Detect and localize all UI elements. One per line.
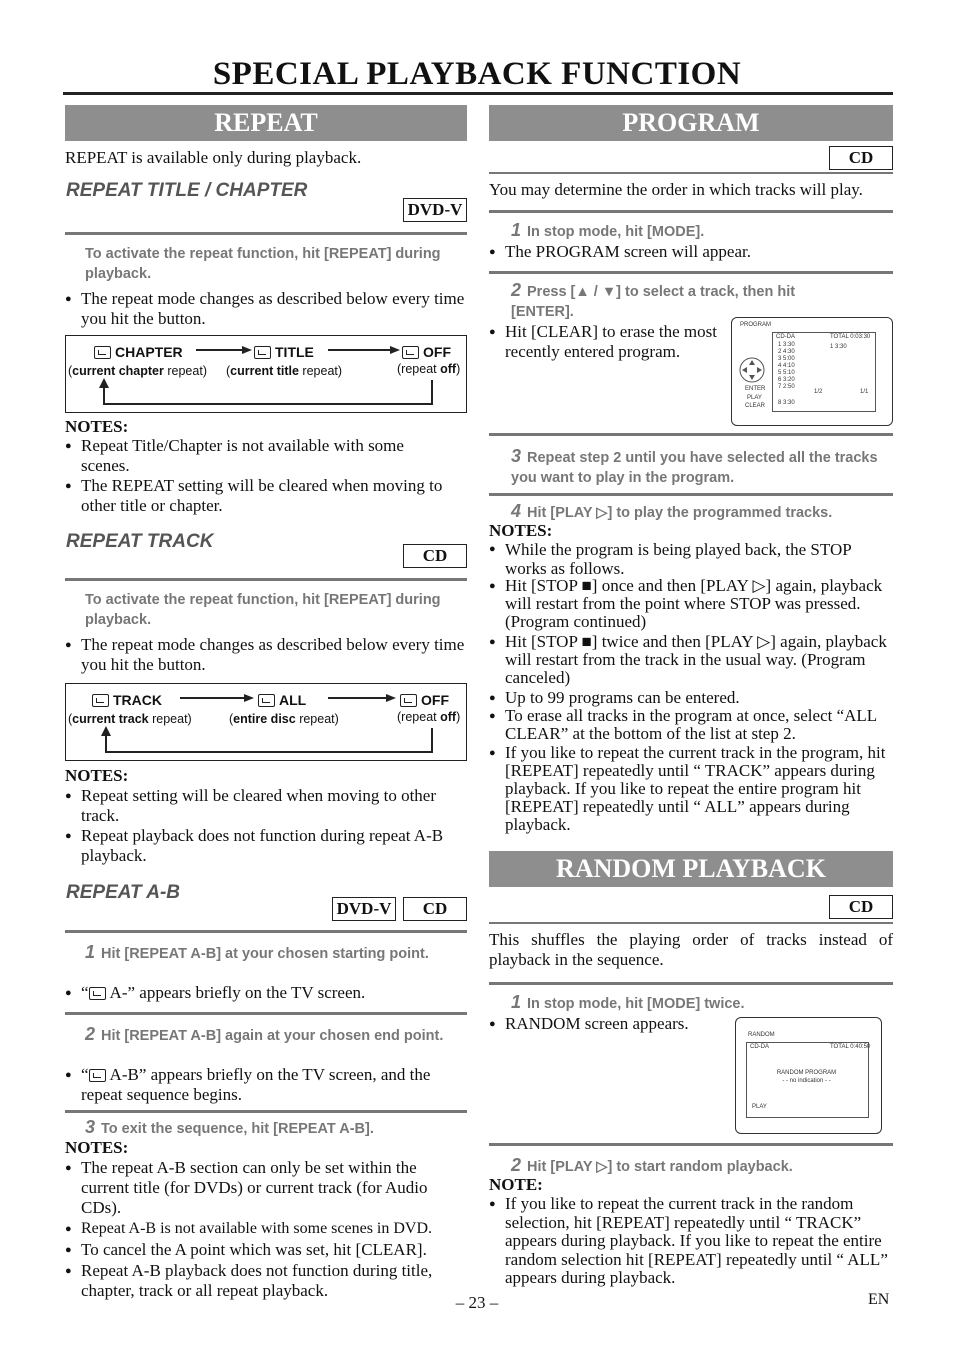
step-1: [511, 992, 891, 1014]
screen-button: PLAY: [752, 1104, 767, 1110]
list-item: ● To erase all tracks in the program at once, select “ALL CLEAR” at the bottom of the list at step 2.: [489, 707, 893, 743]
step-3: [511, 446, 893, 488]
step-1: [511, 220, 891, 242]
step-number: 1: [85, 942, 96, 962]
diagram-sub-bold: off: [440, 362, 457, 376]
cd-badge: CD: [403, 897, 467, 921]
diagram-sub: repeat: [401, 710, 437, 724]
step-text: Hit [PLAY ▷] to start random playback.: [527, 1159, 793, 1175]
diagram-label: OFF: [423, 344, 451, 360]
step-1: [85, 942, 465, 964]
notes-heading: NOTES:: [489, 521, 553, 540]
diagram-sub-bold: entire disc: [233, 712, 296, 726]
screen-program: 1 3:30: [830, 344, 847, 350]
dvd-badge: DVD-V: [332, 897, 396, 921]
repeat-banner: REPEAT: [65, 105, 467, 141]
repeat-intro: REPEAT is available only during playback.: [65, 148, 362, 167]
screen-button: PLAY: [747, 395, 762, 401]
program-screen: [731, 317, 893, 426]
page-number: – 23 –: [455, 1293, 499, 1312]
step-4: [511, 501, 893, 523]
bullet-text: A-” appears briefly on the TV screen.: [109, 983, 366, 1002]
screen-track: 1 3:30: [778, 342, 795, 348]
list-item: ● The REPEAT setting will be cleared when moving to other title or chapter.: [65, 476, 467, 516]
step-number: 3: [511, 446, 522, 466]
screen-button: CLEAR: [745, 403, 766, 409]
screen-title: PROGRAM: [740, 322, 772, 328]
step-number: 3: [85, 1117, 96, 1137]
cd-badge: CD: [829, 146, 893, 170]
diagram-label: CHAPTER: [115, 344, 183, 360]
screen-track: 2 4:30: [778, 349, 795, 355]
list-item: ● While the program is being played back, the STOP works as follows.: [489, 540, 893, 578]
step-2: [511, 1155, 891, 1177]
page-title: SPECIAL PLAYBACK FUNCTION: [212, 56, 742, 92]
section-rule: [489, 172, 893, 174]
repeat-mode-diagram: CHAPTER (current chapter repeat) TITLE (current title repeat) OFF (repeat off): [65, 335, 467, 413]
diagram-sub-bold: current chapter: [72, 364, 164, 378]
diagram-sub: repeat: [401, 362, 437, 376]
screen-track: 7 2:50: [778, 384, 795, 390]
cd-badge: CD: [403, 544, 467, 568]
screen-page: 1/2: [814, 389, 823, 395]
step-text: In stop mode, hit [MODE] twice.: [527, 996, 745, 1012]
random-banner: RANDOM PLAYBACK: [489, 851, 893, 887]
diagram-label: TRACK: [113, 692, 162, 708]
program-intro: You may determine the order in which tracks will play.: [489, 180, 863, 199]
screen-text: - - no indication - -: [782, 1078, 831, 1084]
diagram-label: OFF: [421, 692, 449, 708]
list-item: ● RANDOM screen appears.: [489, 1014, 745, 1034]
screen-disc: CD-DA: [750, 1044, 769, 1050]
screen-total: TOTAL 0:03:30: [830, 334, 871, 340]
list-item: ● “ A-” appears briefly on the TV screen.: [65, 983, 467, 1003]
diagram-sub: repeat: [299, 712, 335, 726]
cd-badge: CD: [829, 895, 893, 919]
step-text: Hit [REPEAT A-B] at your chosen starting point.: [101, 946, 429, 962]
list-item: ● If you like to repeat the current track in the program, hit [REPEAT] repeatedly until “ TRACK” appears during playback. If you like to repeat the entire program hit [REPEAT] repeatedly until “ ALL” appears during playback.: [489, 744, 893, 834]
list-item: ● Hit [STOP ■] once and then [PLAY ▷] again, playback will restart from the point where STOP was pressed. (Program continued): [489, 577, 893, 631]
diagram-sub-bold: current track: [72, 712, 149, 726]
list-item: ● The PROGRAM screen will appear.: [489, 242, 905, 262]
step-text: Repeat step 2 until you have selected all the tracks you want to play in the program.: [511, 450, 878, 486]
list-item: ● The repeat mode changes as described below every time you hit the button.: [65, 289, 467, 329]
section-rule: [489, 493, 893, 496]
screen-disc: CD-DA: [776, 334, 795, 340]
repeat-icon: [89, 987, 106, 1000]
screen-text: RANDOM PROGRAM: [776, 1070, 837, 1076]
list-item: ● Hit [STOP ■] twice and then [PLAY ▷] again, playback will restart from the track in the usual way. (Program canceled): [489, 633, 893, 687]
notes-heading: NOTES:: [65, 766, 129, 785]
step-number: 4: [511, 501, 522, 521]
screen-page: 1/1: [860, 389, 869, 395]
dvd-badge: DVD-V: [403, 198, 467, 222]
list-item: ● The repeat mode changes as described below every time you hit the button.: [65, 635, 467, 675]
section-rule: [489, 922, 893, 924]
list-item: ● Repeat setting will be cleared when moving to other track.: [65, 786, 467, 826]
screen-track: 3 5:00: [778, 356, 795, 362]
step-number: 2: [511, 280, 522, 300]
language-code: EN: [868, 1291, 890, 1308]
diagram-sub-bold: off: [440, 710, 457, 724]
notes-heading: NOTES:: [65, 1138, 129, 1157]
list-item: ● Repeat A-B is not available with some scenes in DVD.: [65, 1219, 483, 1239]
screen-track: 6 3:20: [778, 377, 795, 383]
diagram-sub-bold: current title: [230, 364, 299, 378]
diagram-sub: repeat: [152, 712, 188, 726]
diagram-arrows: [66, 684, 466, 760]
section-rule: [65, 930, 467, 933]
list-item: ● Repeat A-B playback does not function during title, chapter, track or all repeat playback.: [65, 1261, 483, 1301]
repeat-icon: [89, 1069, 106, 1082]
section-rule: [65, 232, 467, 235]
title-rule: [63, 92, 893, 95]
step-text: To activate the repeat function, hit [REPEAT] during playback.: [85, 592, 441, 628]
list-item: ● To cancel the A point which was set, hit [CLEAR].: [65, 1240, 483, 1260]
section-rule: [489, 271, 893, 274]
step-2: [85, 1024, 465, 1046]
diagram-sub: repeat: [167, 364, 203, 378]
list-item: ● If you like to repeat the current track in the random selection, hit [REPEAT] repeatedly until “ TRACK” appears during playback. If you like to repeat the entire random selection hit [REPEAT] repeatedly until “ ALL” appears during playback.: [489, 1195, 893, 1288]
section-rule: [65, 578, 467, 581]
list-item: ● Repeat playback does not function during repeat A-B playback.: [65, 826, 467, 866]
step-2: [511, 280, 851, 322]
repeat-title-chapter-heading: REPEAT TITLE / CHAPTER: [66, 180, 308, 201]
step-text: Hit [REPEAT A-B] again at your chosen end point.: [101, 1028, 444, 1044]
step-number: 1: [511, 220, 522, 240]
screen-button: ENTER: [745, 386, 766, 392]
section-rule: [489, 433, 893, 436]
screen-track: 4 4:10: [778, 363, 795, 369]
step-number: 1: [511, 992, 522, 1012]
diagram-sub: repeat: [302, 364, 338, 378]
bullet-text: A-B” appears briefly on the TV screen, and the repeat sequence begins.: [81, 1065, 431, 1104]
repeat-track-diagram: TRACK (current track repeat) ALL (entire disc repeat) OFF (repeat off): [65, 683, 467, 761]
repeat-ab-heading: REPEAT A-B: [66, 882, 180, 903]
step-number: 2: [85, 1024, 96, 1044]
section-rule: [489, 210, 893, 213]
screen-title: RANDOM: [748, 1032, 775, 1038]
step-text: Press [▲ / ▼] to select a track, then hit [ENTER].: [511, 284, 796, 320]
dpad-icon: [738, 356, 766, 384]
section-rule: [489, 1143, 893, 1146]
list-item: ● “ A-B” appears briefly on the TV screen, and the repeat sequence begins.: [65, 1065, 467, 1105]
section-rule: [65, 1012, 467, 1015]
step-3: [85, 1117, 465, 1139]
repeat-track-heading: REPEAT TRACK: [66, 531, 214, 552]
list-item: ● Hit [CLEAR] to erase the most recently entered program.: [489, 322, 717, 362]
note-heading: NOTE:: [489, 1175, 543, 1194]
random-screen: [735, 1017, 882, 1134]
list-item: ● Up to 99 programs can be entered.: [489, 688, 893, 708]
step-text: Hit [PLAY ▷] to play the programmed tracks.: [527, 505, 833, 521]
step-number: 2: [511, 1155, 522, 1175]
step-text: In stop mode, hit [MODE].: [527, 224, 705, 240]
program-banner: PROGRAM: [489, 105, 893, 141]
list-item: ● Repeat Title/Chapter is not available with some scenes.: [65, 436, 451, 476]
list-item: ● The repeat A-B section can only be set within the current title (for DVDs) or current track (for Audio CDs).: [65, 1158, 467, 1218]
step-text: To activate the repeat function, hit [REPEAT] during playback.: [85, 246, 441, 282]
screen-total: TOTAL 0:40:50: [830, 1044, 871, 1050]
screen-track: 5 5:10: [778, 370, 795, 376]
diagram-arrows: [66, 336, 466, 412]
section-rule: [489, 982, 893, 985]
step-text: To exit the sequence, hit [REPEAT A-B].: [101, 1121, 374, 1137]
notes-heading: NOTES:: [65, 417, 129, 436]
random-intro: This shuffles the playing order of tracks instead of playback in the sequence.: [489, 930, 893, 969]
screen-bottom: 8 3:30: [778, 400, 795, 406]
diagram-label: TITLE: [275, 344, 314, 360]
diagram-label: ALL: [279, 692, 307, 708]
section-rule: [65, 1110, 467, 1113]
